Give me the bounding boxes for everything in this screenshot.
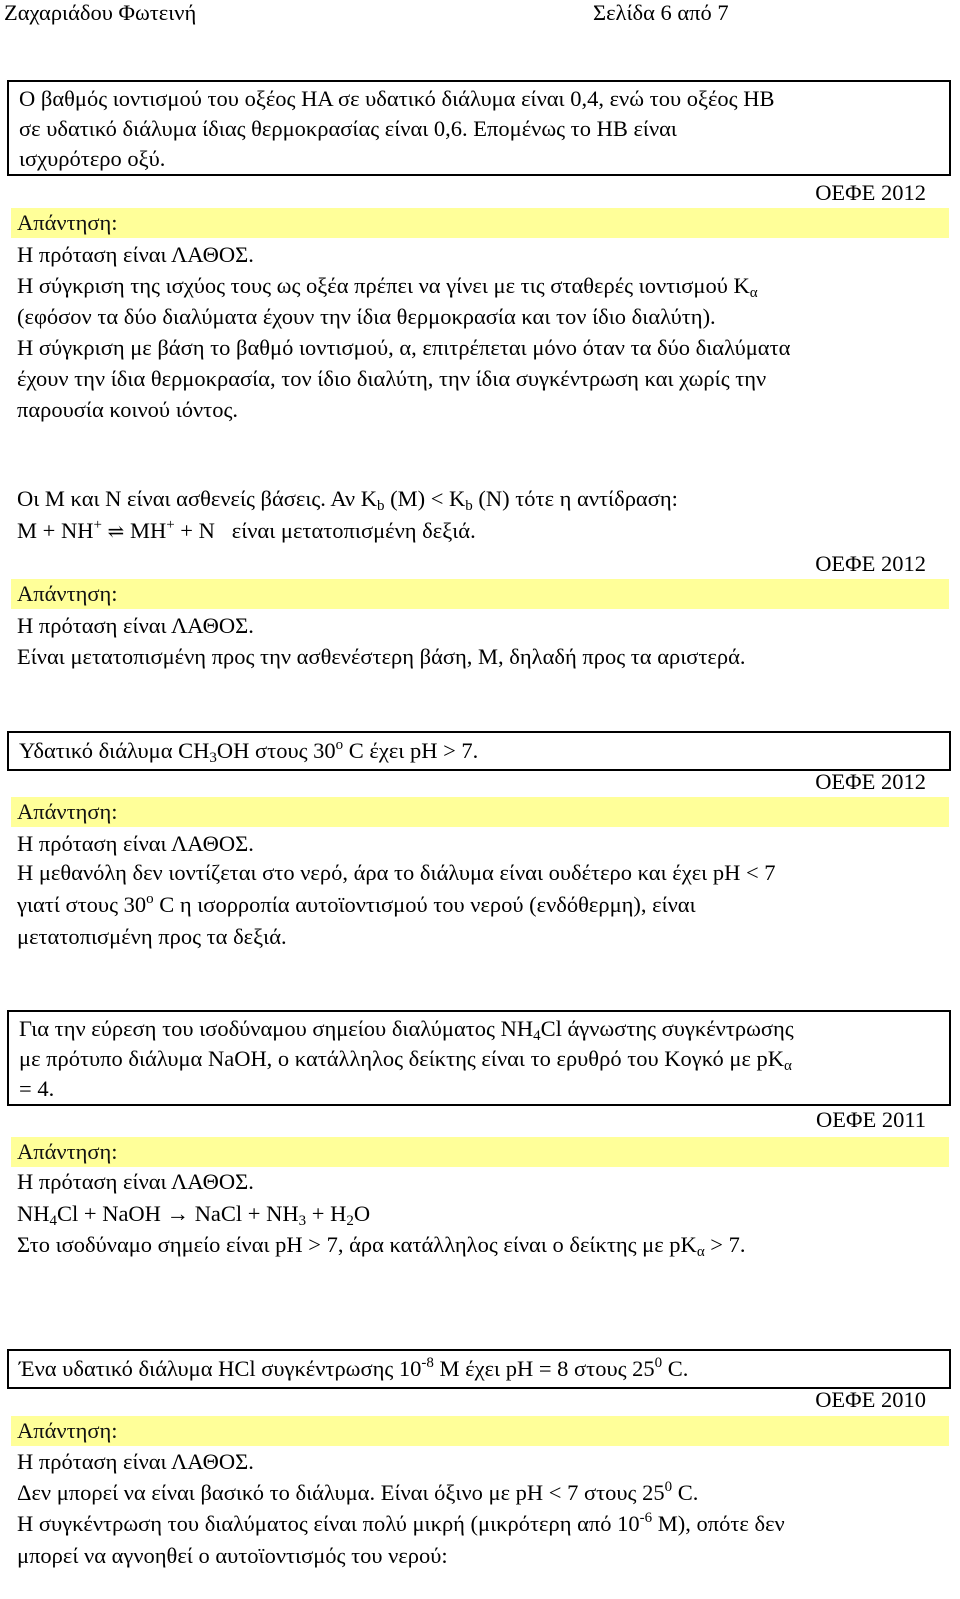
- reference-label: ΟΕΦΕ 2010: [815, 1387, 926, 1412]
- answer-label: Απάντηση:: [11, 1137, 949, 1167]
- equilibrium-arrow-icon: ⇌: [107, 521, 125, 543]
- explanation-line: (εφόσον τα δύο διαλύματα έχουν την ίδια θερμοκρασία και τον ίδιο διαλύτη).: [17, 304, 716, 329]
- question-box-1: [7, 80, 951, 176]
- chemical-equation: $NH_4Cl$ + NaOH → NaCl + $NH_3 + H_2O$: [17, 1201, 371, 1229]
- verdict: Η πρόταση είναι ΛΑΘΟΣ.: [17, 831, 254, 856]
- explanation-line: Στο ισοδύναμο σημείο είναι pH > 7, άρα κατάλληλος είναι ο δείκτης με $pK_\alpha > 7$.: [17, 1232, 746, 1260]
- explanation-line: γιατί στους 30$^o$ C η ισορροπία αυτοϊοντισμού του νερού (ενδόθερμη), είναι: [17, 891, 696, 917]
- question-line: με πρότυπο διάλυμα NaOH, ο κατάλληλος δείκτης είναι το ερυθρό του Κογκό με $pK_\alpha$: [19, 1046, 792, 1074]
- question-line: Ο βαθμός ιοντισμού του οξέος ΗΑ σε υδατικό διάλυμα είναι 0,4, ενώ του οξέος ΗΒ: [19, 86, 775, 111]
- reference-label: ΟΕΦΕ 2012: [815, 180, 926, 205]
- verdict: Η πρόταση είναι ΛΑΘΟΣ.: [17, 613, 254, 638]
- question-line: Για την εύρεση του ισοδύναμου σημείου διαλύματος $NH_4Cl$ άγνωστης συγκέντρωσης: [19, 1016, 794, 1044]
- page-header: [4, 0, 780, 30]
- page-number: Σελίδα 6 από 7: [593, 0, 729, 25]
- question-line: σε υδατικό διάλυμα ίδιας θερμοκρασίας είναι 0,6. Επομένως το ΗΒ είναι: [19, 116, 677, 141]
- verdict: Η πρόταση είναι ΛΑΘΟΣ.: [17, 1449, 254, 1474]
- reaction-arrow-icon: →: [166, 1201, 190, 1226]
- answer-label: Απάντηση:: [11, 579, 949, 609]
- explanation-line: έχουν την ίδια θερμοκρασία, τον ίδιο διαλύτη, την ίδια συγκέντρωση και χωρίς την: [17, 366, 767, 391]
- question-line: ισχυρότερο οξύ.: [19, 146, 166, 171]
- reaction-line: M + NH+ ⇌ MH+ + N είναι μετατοπισμένη δεξιά.: [17, 517, 476, 543]
- question-box-3: [7, 731, 951, 771]
- question-line: Οι Μ και Ν είναι ασθενείς βάσεις. Αν $K_b$ $(M) < K_b$ (N) τότε η αντίδραση:: [17, 486, 678, 514]
- explanation-line: Δεν μπορεί να είναι βασικό το διάλυμα. Είναι όξινο με pH < 7 στους $25^0$ C.: [17, 1479, 699, 1505]
- reference-label: ΟΕΦΕ 2012: [815, 769, 926, 794]
- explanation-line: μετατοπισμένη προς τα δεξιά.: [17, 924, 287, 949]
- reference-label: ΟΕΦΕ 2012: [815, 551, 926, 576]
- explanation-line: Η σύγκριση με βάση το βαθμό ιοντισμού, α, επιτρέπεται μόνο όταν τα δύο διαλύματα: [17, 335, 791, 360]
- reference-label: ΟΕΦΕ 2011: [816, 1107, 926, 1132]
- question-box-4: [7, 1010, 951, 1106]
- question-box-5: [7, 1349, 951, 1389]
- explanation-line: Η μεθανόλη δεν ιοντίζεται στο νερό, άρα το διάλυμα είναι ουδέτερο και έχει pH < 7: [17, 860, 776, 885]
- explanation-line: Η συγκέντρωση του διαλύματος είναι πολύ μικρή (μικρότερη από $10^{-6}$ M), οπότε δεν: [17, 1510, 785, 1536]
- question-line: Ένα υδατικό διάλυμα HCl συγκέντρωσης $10^{-8}$ M έχει pH = 8 στους $25^0$ C.: [19, 1355, 689, 1381]
- verdict: Η πρόταση είναι ΛΑΘΟΣ.: [17, 1169, 254, 1194]
- verdict: Η πρόταση είναι ΛΑΘΟΣ.: [17, 242, 254, 267]
- question-line: = 4.: [19, 1076, 55, 1101]
- question-line: Υδατικό διάλυμα $CH_3OH$ στους 30$^o$ C έχει pH > 7.: [19, 737, 479, 766]
- answer-label: Απάντηση:: [11, 208, 949, 238]
- explanation-line: Η σύγκριση της ισχύος τους ως οξέα πρέπει να γίνει με τις σταθερές ιοντισμού $K_\alpha$: [17, 273, 758, 301]
- explanation-line: Είναι μετατοπισμένη προς την ασθενέστερη βάση, Μ, δηλαδή προς τα αριστερά.: [17, 644, 746, 669]
- explanation-line: μπορεί να αγνοηθεί ο αυτοϊοντισμός του νερού:: [17, 1543, 448, 1568]
- answer-label: Απάντηση:: [11, 1416, 949, 1446]
- author-name: Ζαχαριάδου Φωτεινή: [4, 0, 197, 25]
- answer-label: Απάντηση:: [11, 797, 949, 827]
- explanation-line: παρουσία κοινού ιόντος.: [17, 397, 239, 422]
